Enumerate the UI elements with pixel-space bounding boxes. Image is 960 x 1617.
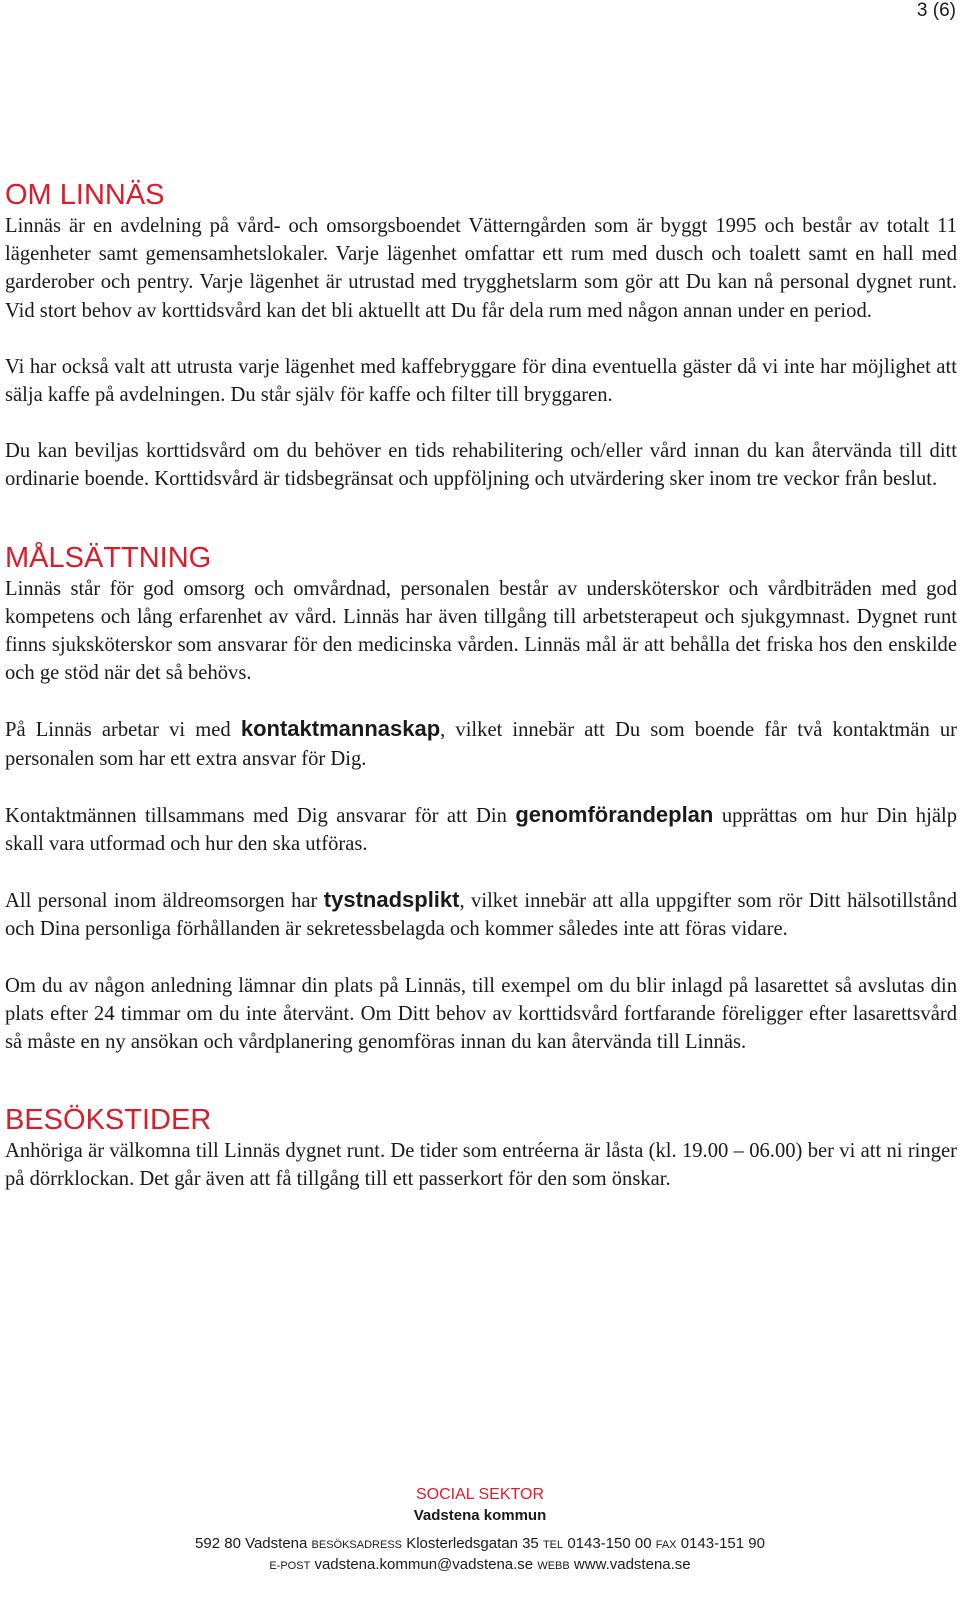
section-besokstider	[5, 1103, 957, 1193]
paragraph	[5, 886, 957, 943]
paragraph: Linnäs är en avdelning på vård- och omsorgsboendet Vätterngården som är byggt 1995 och består av totalt 11 lägenheter samt gemensamhetslokaler. Varje lägenhet omfattar ett rum med dusch och toalett samt en hall med garderober och pentry. Varje lägenhet är utrustad med trygghetslarm som gör att Du kan nå personal dygnet runt. Vid stort behov av korttidsvård kan det bli aktuellt att Du får dela rum med någon annan under en period.	[5, 215, 957, 322]
paragraph-text: , vilket innebär att alla uppgifter som rör Ditt hälsotillstånd och Dina personliga förhållanden är sekretessbelagda och kommer således inte att föras vidare.	[5, 890, 957, 941]
section-heading: MÅLSÄTTNING	[5, 541, 212, 574]
footer-web[interactable]: www.vadstena.se	[573, 1556, 691, 1573]
section-heading: OM LINNÄS	[5, 179, 165, 211]
paragraph-text: Kontaktmännen tillsammans med Dig ansvarar för att Din	[5, 804, 516, 827]
paragraph	[5, 801, 957, 858]
paragraph	[5, 715, 957, 772]
footer-organization: Vadstena kommun	[413, 1507, 547, 1524]
footer-contact-line	[0, 1534, 960, 1555]
footer-tel: 0143-150 00	[567, 1535, 652, 1552]
paragraph-text: På Linnäs arbetar vi med	[5, 719, 241, 742]
footer-email-label: E-POST	[269, 1560, 311, 1572]
paragraph: Du kan beviljas korttidsvård om du behöver en tids rehabilitering och/eller vård innan du kan återvända till ditt ordinarie boende. Korttidsvård är tidsbegränsat och uppföljning och utvärdering sker inom tre veckor från beslut.	[5, 440, 957, 491]
section-heading: BESÖKSTIDER	[5, 1104, 212, 1137]
footer-tel-label: TEL	[542, 1539, 564, 1551]
footer-department: SOCIAL SEKTOR	[415, 1486, 545, 1503]
page-number: 3 (6)	[916, 0, 956, 21]
footer-visit-label: BESÖKSADRESS	[311, 1539, 403, 1551]
footer-email[interactable]: vadstena.kommun@vadstena.se	[314, 1556, 534, 1573]
footer-postal: 592 80 Vadstena	[195, 1535, 308, 1552]
page-footer	[0, 1484, 960, 1576]
key-term: genomförandeplan	[515, 801, 714, 827]
footer-fax-label: FAX	[655, 1539, 677, 1551]
paragraph: Linnäs står för god omsorg och omvårdnad, personalen består av undersköterskor och vårdbiträden med god kompetens och lång erfarenhet av vård. Linnäs har även tillgång till arbetsterapeut och sjukgymnast. Dygnet runt finns sjuksköterskor som ansvarar för den medicinska vården. Linnäs mål är att behålla det friska hos den enskilde och ge stöd när det så behövs.	[5, 577, 957, 685]
section-malsattning	[5, 541, 957, 1057]
paragraph-text: , vilket innebär att Du som boende får två kontaktmän ur personalen som har ett extra ansvar för Dig.	[5, 719, 958, 770]
footer-fax: 0143-151 90	[680, 1535, 765, 1552]
paragraph-text: All personal inom äldreomsorgen har	[5, 890, 324, 913]
key-term: tystnadsplikt	[323, 887, 460, 913]
footer-visit-address: Klosterledsgatan 35	[406, 1535, 539, 1552]
footer-web-line	[0, 1555, 960, 1576]
paragraph: Om du av någon anledning lämnar din plats på Linnäs, till exempel om du blir inlagd på lasarettet så avslutas din plats efter 24 timmar om du inte återvänt. Om Ditt behov av korttidsvård fortfarande föreligger efter lasarettsvård så måste en ny ansökan och vårdplanering genomföras innan du kan återvända till Linnäs.	[5, 974, 957, 1054]
footer-web-label: WEBB	[537, 1560, 570, 1572]
paragraph-text: upprättas om hur Din hjälp skall vara utformad och hur den ska utföras.	[5, 804, 957, 856]
document-body	[5, 178, 957, 1194]
paragraph: Vi har också valt att utrusta varje lägenhet med kaffebryggare för dina eventuella gäster då vi inte har möjlighet att sälja kaffe på avdelningen. Du står själv för kaffe och filter till bryggaren.	[5, 355, 957, 407]
paragraph: Anhöriga är välkomna till Linnäs dygnet runt. De tider som entréerna är låsta (kl. 19.00 – 06.00) ber vi att ni ringer på dörrklockan. Det går även att få tillgång till ett passerkort för den som önskar.	[5, 1140, 957, 1191]
section-om-linnas	[5, 178, 957, 494]
key-term: kontaktmannaskap	[240, 716, 441, 742]
